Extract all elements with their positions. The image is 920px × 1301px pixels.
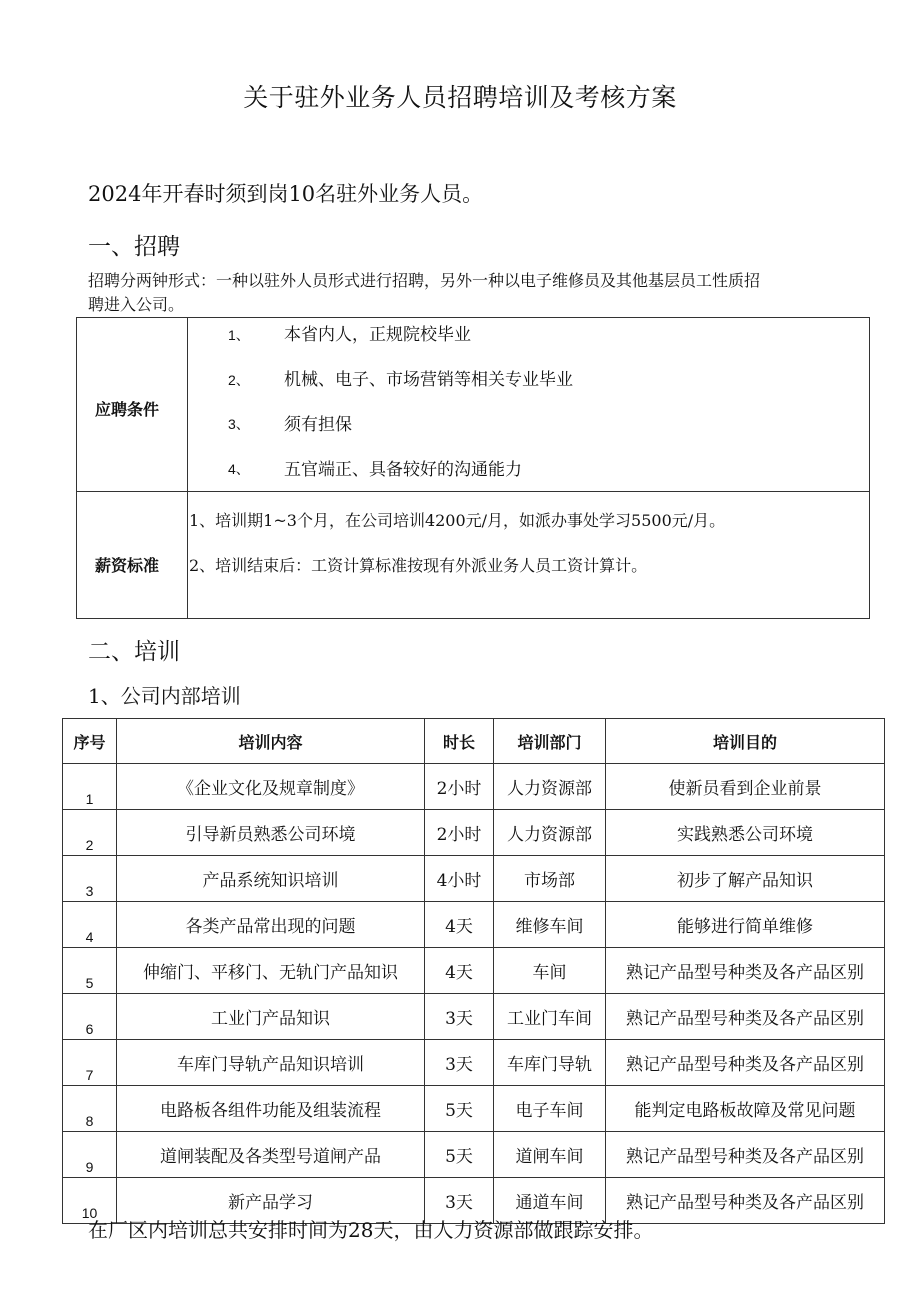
cell-content: 引导新员熟悉公司环境 [117, 810, 425, 856]
cell-purpose: 熟记产品型号种类及各产品区别 [606, 994, 885, 1040]
cell-purpose: 能够进行简单维修 [606, 902, 885, 948]
document-title: 关于驻外业务人员招聘培训及考核方案 [243, 83, 677, 112]
table-row [63, 902, 885, 948]
section-training-heading: 二、培训 [88, 639, 180, 665]
cell-index: 10 [63, 1178, 117, 1224]
condition-text: 须有担保 [284, 415, 352, 435]
condition-number: 3、 [228, 416, 250, 432]
table-row [63, 764, 885, 810]
cell-purpose: 实践熟悉公司环境 [606, 810, 885, 856]
table-row [63, 856, 885, 902]
cell-department: 维修车间 [494, 902, 606, 948]
cell-department: 车库门导轨 [494, 1040, 606, 1086]
training-summary: 在厂区内培训总共安排时间为28天，由人力资源部做跟踪安排。 [88, 1218, 654, 1242]
section-recruitment-heading: 一、招聘 [88, 234, 180, 260]
table-row [63, 1086, 885, 1132]
cell-duration: 5天 [425, 1132, 494, 1178]
cell-duration: 5天 [425, 1086, 494, 1132]
header-index: 序号 [63, 719, 117, 764]
cell-purpose: 能判定电路板故障及常见问题 [606, 1086, 885, 1132]
cell-department: 电子车间 [494, 1086, 606, 1132]
cell-content: 《企业文化及规章制度》 [117, 764, 425, 810]
cell-duration: 2小时 [425, 810, 494, 856]
training-table [62, 718, 885, 1224]
cell-content: 车库门导轨产品知识培训 [117, 1040, 425, 1086]
header-duration: 时长 [425, 719, 494, 764]
recruitment-paragraph-line2: 聘进入公司。 [88, 295, 185, 314]
cell-index: 5 [63, 948, 117, 994]
recruitment-paragraph-line1: 招聘分两钟形式：一种以驻外人员形式进行招聘，另外一种以电子维修员及其他基层员工性质招 [88, 271, 761, 290]
cell-department: 市场部 [494, 856, 606, 902]
cell-index: 9 [63, 1132, 117, 1178]
cell-purpose: 熟记产品型号种类及各产品区别 [606, 1178, 885, 1224]
recruitment-table-divider [187, 317, 188, 619]
cell-index: 7 [63, 1040, 117, 1086]
cell-purpose: 使新员看到企业前景 [606, 764, 885, 810]
salary-label: 薪资标准 [95, 556, 160, 575]
intro-text: 2024年开春时须到岗10名驻外业务人员。 [88, 182, 484, 206]
cell-department: 道闸车间 [494, 1132, 606, 1178]
recruitment-table-row-divider [76, 491, 870, 492]
condition-text: 本省内人，正规院校毕业 [284, 325, 471, 345]
cell-content: 电路板各组件功能及组装流程 [117, 1086, 425, 1132]
header-department: 培训部门 [494, 719, 606, 764]
table-header-row [63, 719, 885, 764]
cell-index: 3 [63, 856, 117, 902]
table-row [63, 994, 885, 1040]
cell-duration: 2小时 [425, 764, 494, 810]
header-content: 培训内容 [117, 719, 425, 764]
table-row [63, 1132, 885, 1178]
cell-duration: 4天 [425, 902, 494, 948]
cell-index: 4 [63, 902, 117, 948]
salary-item: 2、培训结束后：工资计算标准按现有外派业务人员工资计算计。 [189, 556, 648, 575]
table-row [63, 1040, 885, 1086]
condition-text: 五官端正、具备较好的沟通能力 [284, 460, 522, 480]
salary-item: 1、培训期1~3个月，在公司培训4200元/月，如派办事处学习5500元/月。 [189, 511, 726, 530]
table-row [63, 810, 885, 856]
cell-content: 伸缩门、平移门、无轨门产品知识 [117, 948, 425, 994]
cell-duration: 4天 [425, 948, 494, 994]
table-row [63, 948, 885, 994]
cell-content: 道闸装配及各类型号道闸产品 [117, 1132, 425, 1178]
cell-duration: 3天 [425, 1040, 494, 1086]
cell-duration: 3天 [425, 1178, 494, 1224]
cell-content: 新产品学习 [117, 1178, 425, 1224]
cell-content: 各类产品常出现的问题 [117, 902, 425, 948]
cell-index: 8 [63, 1086, 117, 1132]
cell-purpose: 熟记产品型号种类及各产品区别 [606, 948, 885, 994]
cell-index: 6 [63, 994, 117, 1040]
cell-purpose: 熟记产品型号种类及各产品区别 [606, 1040, 885, 1086]
cell-index: 1 [63, 764, 117, 810]
cell-purpose: 熟记产品型号种类及各产品区别 [606, 1132, 885, 1178]
header-purpose: 培训目的 [606, 719, 885, 764]
condition-number: 1、 [228, 327, 250, 343]
conditions-label: 应聘条件 [95, 400, 160, 419]
cell-department: 人力资源部 [494, 764, 606, 810]
cell-duration: 3天 [425, 994, 494, 1040]
internal-training-subheading: 1、公司内部培训 [88, 684, 241, 708]
condition-number: 4、 [228, 461, 250, 477]
condition-text: 机械、电子、市场营销等相关专业毕业 [284, 370, 573, 390]
cell-purpose: 初步了解产品知识 [606, 856, 885, 902]
cell-department: 车间 [494, 948, 606, 994]
cell-index: 2 [63, 810, 117, 856]
cell-department: 工业门车间 [494, 994, 606, 1040]
cell-department: 通道车间 [494, 1178, 606, 1224]
cell-content: 产品系统知识培训 [117, 856, 425, 902]
cell-content: 工业门产品知识 [117, 994, 425, 1040]
cell-duration: 4小时 [425, 856, 494, 902]
condition-number: 2、 [228, 372, 250, 388]
cell-department: 人力资源部 [494, 810, 606, 856]
